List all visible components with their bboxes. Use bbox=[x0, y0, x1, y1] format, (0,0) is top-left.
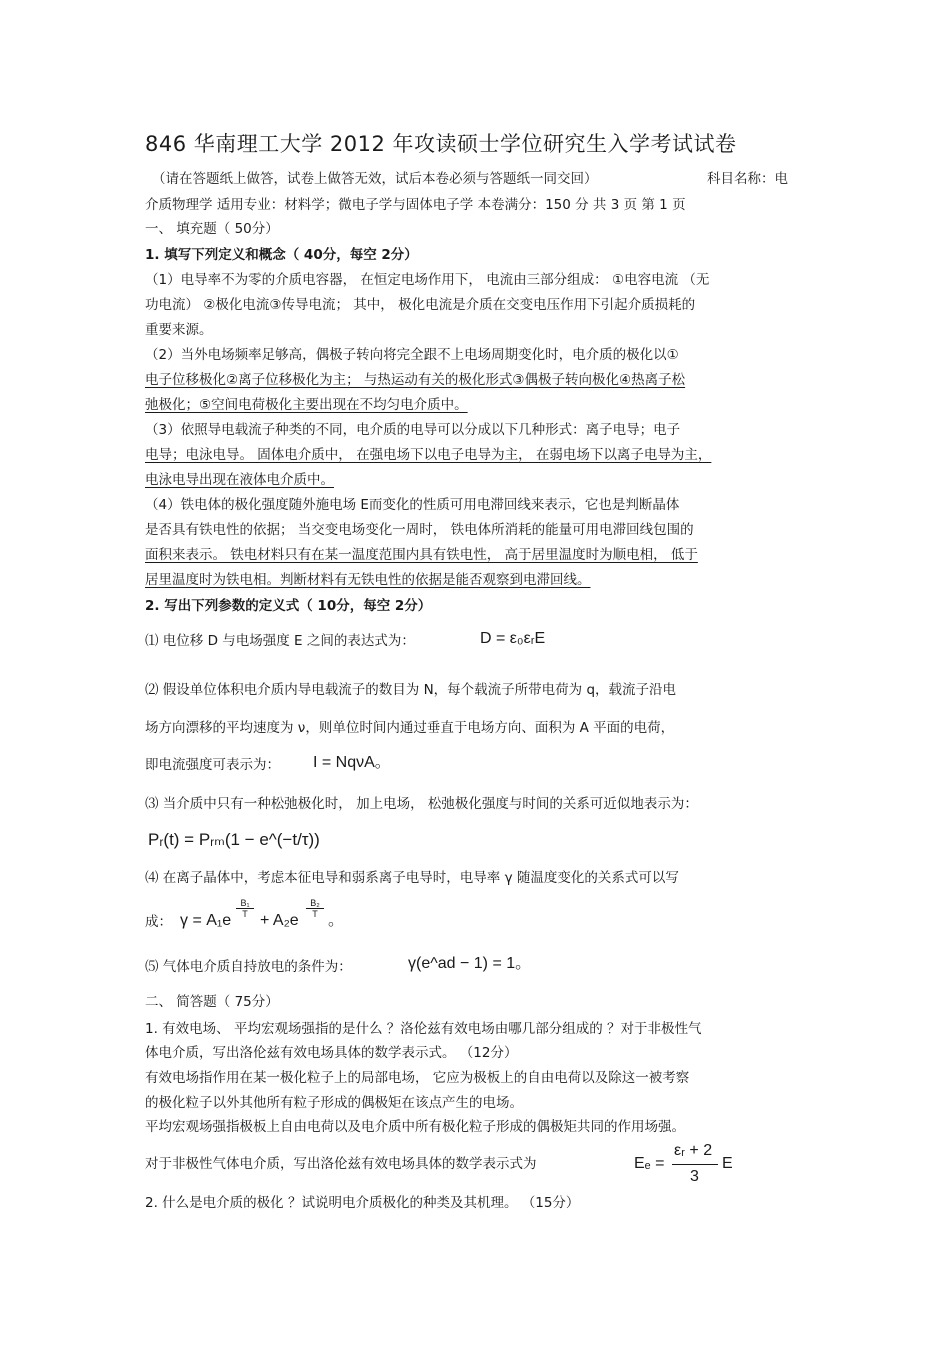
s2-answer: 对于非极性气体电介质，写出洛伦兹有效电场具体的数学表示式为 bbox=[145, 1156, 537, 1172]
exponent-1-denominator: T bbox=[242, 909, 248, 919]
fraction-numerator: εᵣ + 2 bbox=[674, 1142, 713, 1159]
s2-answer: 平均宏观场强指极板上自由电荷以及电介质中所有极化粒子形成的偶极矩共同的作用场强。 bbox=[145, 1119, 685, 1135]
formula-conductivity-end: 。 bbox=[328, 912, 345, 929]
exponent-fraction-1 bbox=[236, 898, 254, 919]
q1-line: 电泳电导出现在液体电介质中。 bbox=[145, 472, 334, 488]
s2-q1-cont: 体电介质，写出洛伦兹有效电场具体的数学表示式。 （12分） bbox=[145, 1045, 518, 1061]
exponent-1-numerator: B₁ bbox=[236, 898, 254, 909]
formula-relaxation: Pᵣ(t) = Pᵣₘ(1 − e^(−t/τ)) bbox=[148, 830, 320, 849]
s2-q1: 1. 有效电场、 平均宏观场强指的是什么 ？洛伦兹有效电场由哪几部分组成的 ？对于非极性气 bbox=[145, 1021, 702, 1037]
s2-answer: 的极化粒子以外其他所有粒子形成的偶极矩在该点产生的电场。 bbox=[145, 1095, 523, 1111]
q1-line: 功电流） ②极化电流③传导电流； 其中， 极化电流是介质在交变电压作用下引起介质损耗的 bbox=[145, 297, 696, 313]
q2-item-2-cont: 场方向漂移的平均速度为 ν，则单位时间内通过垂直于电场方向、面积为 A 平面的电荷， bbox=[145, 720, 675, 736]
q1-line: 居里温度时为铁电相。判断材料有无铁电性的依据是能否观察到电滞回线。 bbox=[145, 572, 591, 588]
instruction-note: （请在答题纸上做答，试卷上做答无效，试后本卷必须与答题纸一同交回） bbox=[152, 171, 598, 187]
exponent-2-numerator: B₂ bbox=[306, 898, 324, 909]
formula-lorentz-lhs: Eₑ = bbox=[634, 1155, 665, 1172]
q1-line: （3）依照导电载流子种类的不同，电介质的电导可以分成以下几种形式：离子电导；电子 bbox=[145, 422, 681, 438]
formula-current: I = NqνA。 bbox=[313, 754, 391, 771]
q1-line: 电子位移极化②离子位移极化为主； 与热运动有关的极化形式③偶极子转向极化④热离子松 bbox=[145, 372, 686, 388]
formula-discharge: γ(e^ad − 1) = 1。 bbox=[408, 955, 532, 972]
q1-line: 面积来表示。 铁电材料只有在某一温度范围内具有铁电性， 高于居里温度时为顺电相， 低于 bbox=[145, 547, 698, 563]
q2-item-1: ⑴ 电位移 D 与电场强度 E 之间的表达式为： bbox=[145, 633, 415, 649]
s2-q2: 2. 什么是电介质的极化 ？试说明电介质极化的种类及其机理。 （15分） bbox=[145, 1195, 580, 1211]
q2-item-3: ⑶ 当介质中只有一种松弛极化时， 加上电场， 松弛极化强度与时间的关系可近似地表示为： bbox=[145, 796, 698, 812]
section2-heading: 二、 简答题（ 75分） bbox=[145, 994, 279, 1010]
subject-label: 科目名称：电 bbox=[707, 171, 788, 187]
q2-item-5: ⑸ 气体电介质自持放电的条件为： bbox=[145, 959, 352, 975]
exponent-fraction-2 bbox=[306, 898, 324, 919]
q1-line: 弛极化；⑤空间电荷极化主要出现在不均匀电介质中。 bbox=[145, 397, 468, 413]
q2-item-2: ⑵ 假设单位体积电介质内导电载流子的数目为 N，每个载流子所带电荷为 q，载流子沿电 bbox=[145, 682, 677, 698]
q1-heading: 1. 填写下列定义和概念（ 40分，每空 2分） bbox=[145, 247, 418, 263]
formula-conductivity-b: + A₂e bbox=[260, 912, 299, 929]
formula-lorentz-rhs: E bbox=[722, 1155, 733, 1172]
q1-line: 重要来源。 bbox=[145, 322, 213, 338]
q1-line: （2）当外电场频率足够高，偶极子转向将完全跟不上电场周期变化时，电介质的极化以① bbox=[145, 347, 679, 363]
s2-answer: 有效电场指作用在某一极化粒子上的局部电场， 它应为极板上的自由电荷以及除这一被考察 bbox=[145, 1070, 690, 1086]
formula-lorentz-fraction bbox=[672, 1142, 718, 1188]
exponent-2-denominator: T bbox=[312, 909, 318, 919]
q2-item-4: ⑷ 在离子晶体中，考虑本征电导和弱系离子电导时，电导率 γ 随温度变化的关系式可以写 bbox=[145, 870, 679, 886]
q2-heading: 2. 写出下列参数的定义式（ 10分，每空 2分） bbox=[145, 598, 432, 614]
fraction-bar bbox=[672, 1164, 718, 1165]
section1-heading: 一、 填充题（ 50分） bbox=[145, 221, 279, 237]
q1-line: 电导；电泳电导。 固体电介质中， 在强电场下以电子电导为主， 在弱电场下以离子电导为主， bbox=[145, 447, 712, 463]
fraction-denominator: 3 bbox=[690, 1168, 699, 1185]
exam-info-line: 介质物理学 适用专业：材料学；微电子学与固体电子学 本卷满分：150 分 共 3 页 第 1 页 bbox=[145, 197, 686, 213]
q1-line: 是否具有铁电性的依据； 当交变电场变化一周时， 铁电体所消耗的能量可用电滞回线包围的 bbox=[145, 522, 694, 538]
q2-item-2-cont: 即电流强度可表示为： bbox=[145, 757, 280, 773]
q1-line: （1）电导率不为零的介质电容器， 在恒定电场作用下， 电流由三部分组成： ①电容电流 （无 bbox=[145, 272, 710, 288]
formula-conductivity-a: γ = A₁e bbox=[180, 912, 232, 929]
q1-line: （4）铁电体的极化强度随外施电场 E而变化的性质可用电滞回线来表示，它也是判断晶体 bbox=[145, 497, 680, 513]
q2-item-4-cont: 成： bbox=[145, 914, 172, 930]
exam-title: 846 华南理工大学 2012 年攻读硕士学位研究生入学考试试卷 bbox=[145, 132, 737, 156]
formula-displacement: D = ε₀εᵣE bbox=[480, 630, 546, 647]
